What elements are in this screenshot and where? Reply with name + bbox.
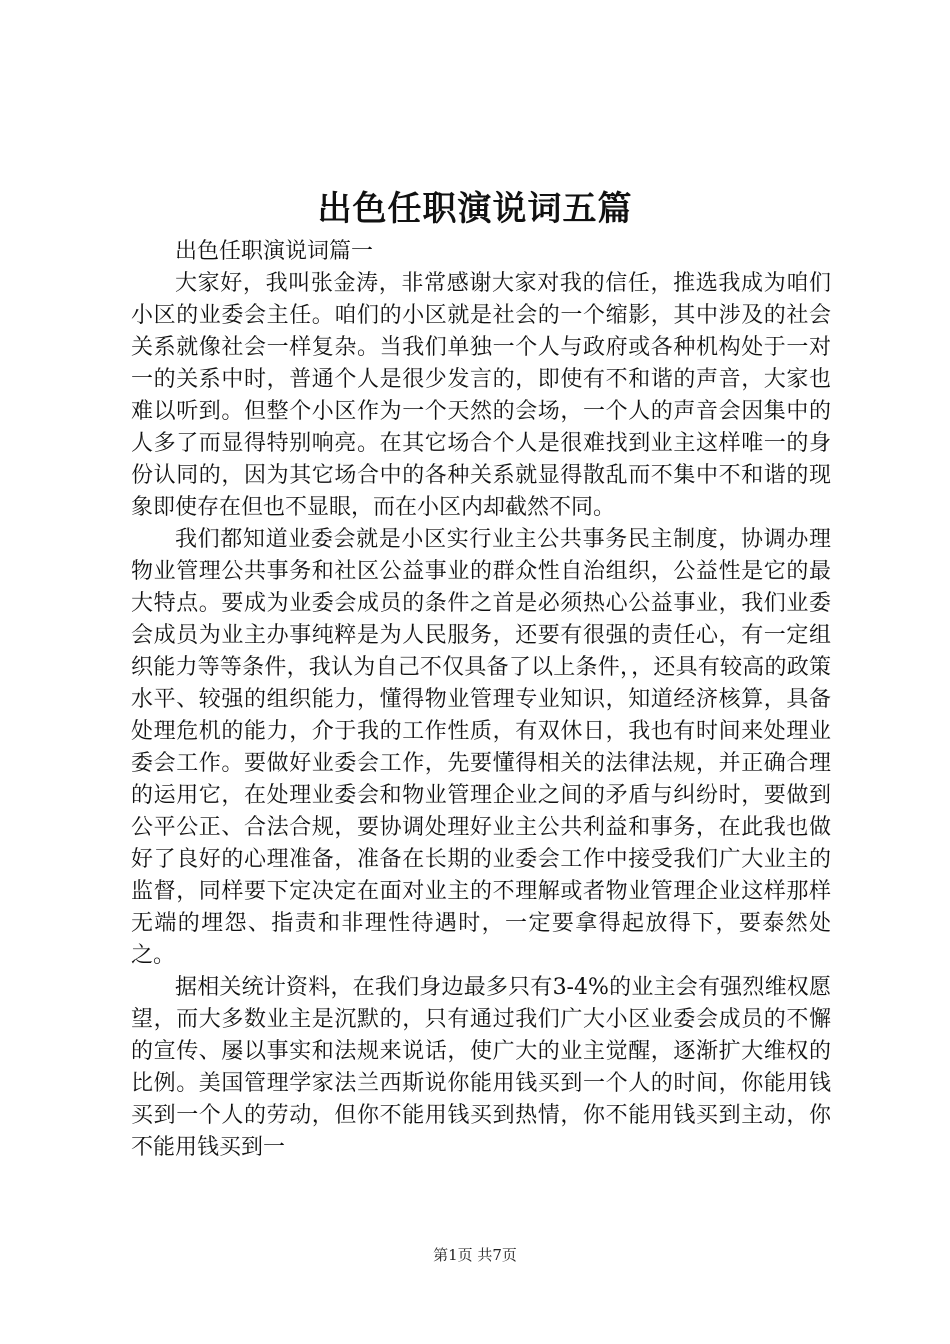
document-body — [131, 236, 831, 1164]
section-heading: 出色任职演说词篇一 — [175, 239, 374, 264]
paragraph-2: 我们都知道业委会就是小区实行业主公共事务民主制度，协调办理物业管理公共事务和社区公益事业的群众性自治组织，公益性是它的最大特点。要成为业委会成员的条件之首是必须热心公益事业，我们业委会成员为业主办事纯粹是为人民服务，还要有很强的责任心，有一定组织能力等等条件，我认为自己不仅具备了以上条件，，还具有较高的政策水平、较强的组织能力，懂得物业管理专业知识，知道经济核算，具备处理危机的能力，介于我的工作性质，有双休日，我也有时间来处理业委会工作。要做好业委会工作，先要懂得相关的法律法规，并正确合理的运用它，在处理业委会和物业管理企业之间的矛盾与纠纷时，要做到公平公正、合法合规，要协调处理好业主公共利益和事务，在此我也做好了良好的心理准备，准备在长期的业委会工作中接受我们广大业主的监督，同样要下定决定在面对业主的不理解或者物业管理企业这样那样无端的埋怨、指责和非理性待遇时，一定要拿得起放得下，要泰然处之。 — [131, 527, 831, 968]
page-number-footer: 第1页 共7页 — [433, 1246, 517, 1264]
paragraph-3: 据相关统计资料，在我们身边最多只有3-4%的业主会有强烈维权愿望，而大多数业主是沉默的，只有通过我们广大小区业委会成员的不懈的宣传、屡以事实和法规来说话，使广大的业主觉醒，逐渐扩大维权的比例。美国管理学家法兰西斯说你能用钱买到一个人的时间，你能用钱买到一个人的劳动，但你不能用钱买到热情，你不能用钱买到主动，你不能用钱买到一 — [131, 975, 831, 1160]
paragraph-1: 大家好，我叫张金涛，非常感谢大家对我的信任，推选我成为咱们小区的业委会主任。咱们的小区就是社会的一个缩影，其中涉及的社会关系就像社会一样复杂。当我们单独一个人与政府或各种机构处于一对一的关系中时，普通个人是很少发言的，即使有不和谐的声音，大家也难以听到。但整个小区作为一个天然的会场，一个人的声音会因集中的人多了而显得特别响亮。在其它场合个人是很难找到业主这样唯一的身份认同的，因为其它场合中的各种关系就显得散乱而不集中不和谐的现象即使存在但也不显眼，而在小区内却截然不同。 — [131, 271, 831, 520]
document-title: 出色任职演说词五篇 — [317, 189, 633, 229]
